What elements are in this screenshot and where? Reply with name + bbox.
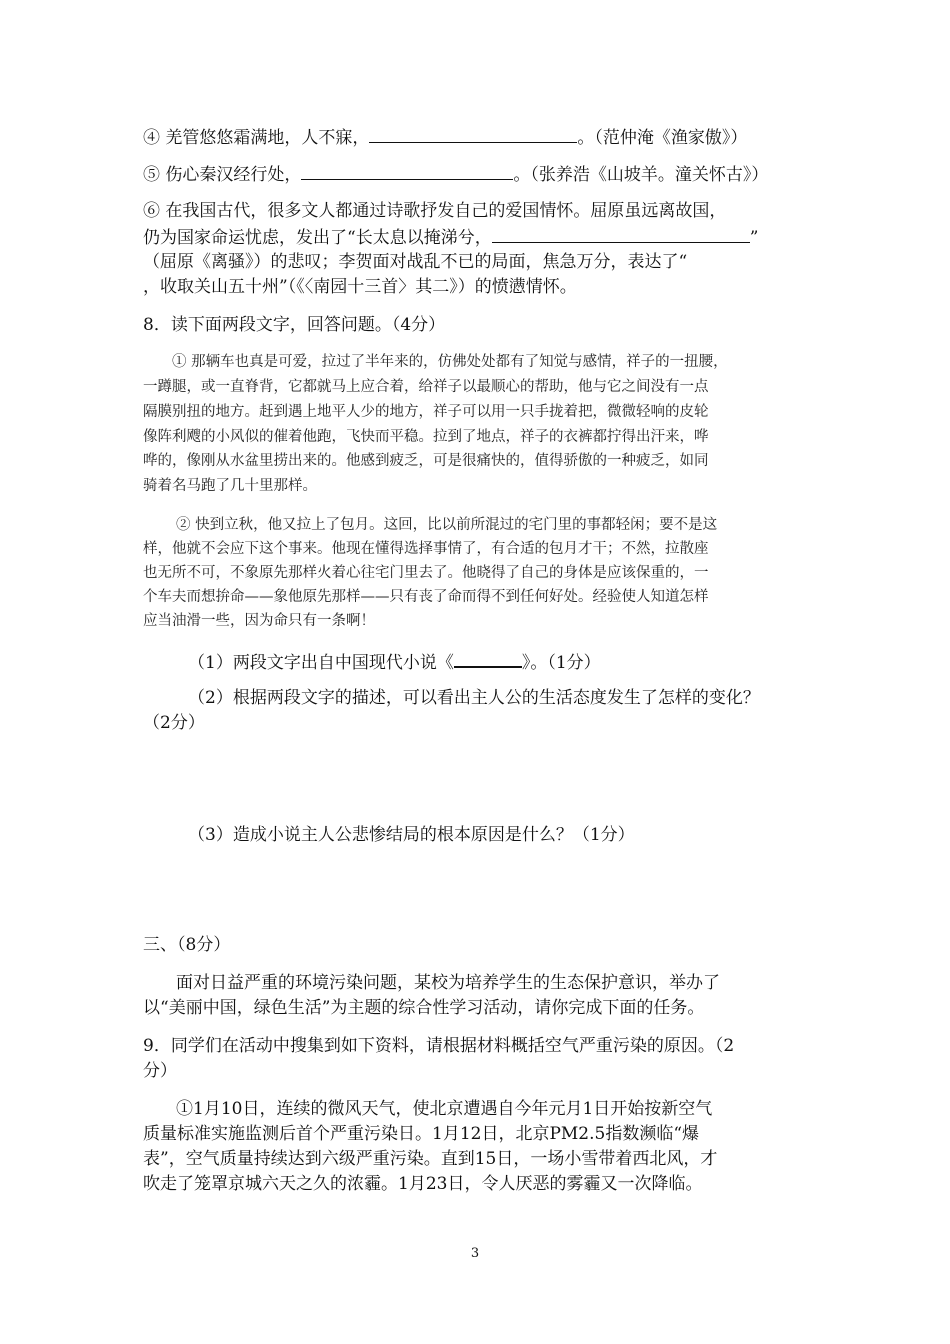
q7-item6-blank[interactable] [492, 226, 750, 243]
q8-sub1 [188, 650, 601, 673]
section3-intro-line1: 面对日益严重的环境污染问题，某校为培养学生的生态保护意识，举办了 [176, 973, 720, 993]
q8-p1-line: 隔膜别扭的地方。赶到遇上地平人少的地方，祥子可以用一只手拢着把，微微轻响的皮轮 [143, 404, 709, 420]
q8-p1-line: 像阵利飕的小风似的催着他跑，飞快而平稳。拉到了地点，祥子的衣裤都拧得出汗来，哗 [143, 429, 709, 445]
q9-material-line: 吹走了笼罩京城六天之久的浓霾。1月23日，令人厌恶的雾霾又一次降临。 [143, 1174, 703, 1194]
q7-item6-line2-quote: ” [749, 228, 759, 248]
q8-sub3: （3）造成小说主人公悲惨结局的根本原因是什么？（1分） [188, 825, 635, 845]
q9-line2: 分） [143, 1061, 177, 1081]
q7-item4-blank[interactable] [369, 126, 577, 143]
q7-item4 [143, 126, 747, 148]
q9-material-line: ①1月10日，连续的微风天气，使北京遭遇自今年元月1日开始按新空气 [176, 1099, 713, 1119]
q8-title: 8．读下面两段文字，回答问题。（4分） [143, 315, 446, 335]
q8-p1-line: 哗的，像刚从水盆里捞出来的。他感到疲乏，可是很痛快的，值得骄傲的一种疲乏，如同 [143, 453, 709, 469]
q7-item5 [143, 163, 768, 185]
q8-p2-line: 样，他就不会应下这个事来。他现在懂得选择事情了，有合适的包月才干；不然，拉散座 [143, 541, 709, 557]
q8-p1-line: 骑着名马跑了几十里那样。 [143, 478, 317, 494]
q8-sub2-line1: （2）根据两段文字的描述，可以看出主人公的生活态度发生了怎样的变化？ [188, 688, 760, 708]
page-number: 3 [470, 1246, 480, 1261]
q9-material-line: 表”，空气质量持续达到六级严重污染。直到15日，一场小雪带着西北风，才 [143, 1149, 718, 1169]
section3-intro-line2: 以“美丽中国，绿色生活”为主题的综合性学习活动，请你完成下面的任务。 [143, 998, 705, 1018]
q8-p2-line: 也无所不可，不象原先那样火着心往宅门里去了。他晓得了自己的身体是应该保重的，一 [143, 565, 709, 581]
q7-item5-blank[interactable] [301, 163, 513, 180]
q7-item4-source: 。（范仲淹《渔家傲》） [577, 128, 748, 148]
q7-item6-line1: ⑥ 在我国古代，很多文人都通过诗歌抒发自己的爱国情怀。屈原虽远离故国， [143, 201, 727, 221]
q8-sub1-text: （1）两段文字出自中国现代小说《 [188, 653, 454, 673]
q8-sub1-score: 》。（1分） [521, 653, 601, 673]
q7-item6-line2 [143, 226, 758, 248]
q9-material-line: 质量标准实施监测后首个严重污染日。1月12日，北京PM2.5指数濒临“爆 [143, 1124, 700, 1144]
q8-sub1-blank[interactable] [454, 650, 522, 668]
q7-item6-line2-text: 仍为国家命运忧虑，发出了“长太息以掩涕兮， [143, 228, 492, 248]
q7-item4-text: ④ 羌管悠悠霜满地，人不寐， [143, 128, 370, 148]
section3-heading: 三、（8分） [143, 935, 231, 955]
q8-p2-line: 应当油滑一些，因为命只有一条啊！ [143, 613, 375, 629]
q8-p1-line: 一蹲腿，或一直脊背，它都就马上应合着，给祥子以最顺心的帮助，他与它之间没有一点 [143, 379, 709, 395]
q8-p2-line: 个车夫而想拚命——象他原先那样——只有丧了命而得不到任何好处。经验使人知道怎样 [143, 589, 709, 605]
q7-item5-text: ⑤ 伤心秦汉经行处， [143, 165, 302, 185]
q9-line1: 9．同学们在活动中搜集到如下资料，请根据材料概括空气严重污染的原因。（2 [143, 1036, 735, 1056]
q8-p2-line: ② 快到立秋，他又拉上了包月。这回，比以前所混过的宅门里的事都轻闲；要不是这 [176, 517, 718, 533]
q7-item6-line4: ，收取关山五十州”（《〈南园十三首〉其二》）的愤懑情怀。 [143, 277, 577, 297]
q7-item5-source: 。（张养浩《山坡羊。潼关怀古》） [513, 165, 769, 185]
q7-item6-line3: （屈原《离骚》）的悲叹；李贺面对战乱不已的局面，焦急万分，表达了“ [143, 252, 688, 272]
q8-sub2-line2: （2分） [143, 713, 205, 733]
q8-p1-line: ① 那辆车也真是可爱，拉过了半年来的，仿佛处处都有了知觉与感情，祥子的一扭腰， [172, 354, 728, 370]
